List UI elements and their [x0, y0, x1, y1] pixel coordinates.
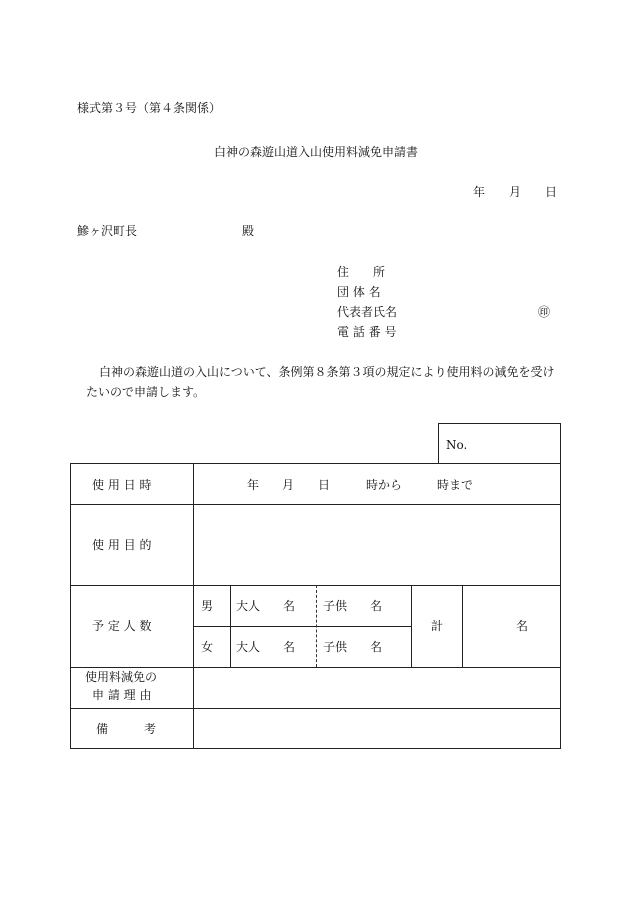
female-label: 女 [201, 640, 214, 654]
row-divider-gender [194, 626, 411, 627]
usage-day-label: 日 [318, 478, 331, 492]
total-value-divider [462, 585, 463, 667]
gender-column-divider [230, 585, 231, 667]
address-label: 住 所 [337, 265, 386, 279]
female-adult-label: 大人 [236, 640, 261, 654]
row-divider [71, 708, 560, 709]
addressee-name: 鰺ヶ沢町長 [77, 224, 138, 238]
label-column-divider [193, 464, 194, 748]
usage-datetime-label: 使 用 日 時 [92, 478, 152, 492]
usage-until-label: 時まで [437, 478, 474, 492]
male-child-label: 子供 [323, 599, 348, 613]
total-column-divider [411, 585, 412, 667]
reason-label-line1: 使用料減免の [85, 670, 158, 684]
document-title: 白神の森遊山道入山使用料減免申請書 [214, 145, 419, 159]
phone-label: 電 話 番 号 [337, 325, 397, 339]
date-day-label: 日 [545, 185, 558, 199]
row-divider [71, 667, 560, 668]
group-name-label: 団 体 名 [337, 285, 381, 299]
male-child-unit: 名 [370, 599, 383, 613]
female-child-unit: 名 [370, 640, 383, 654]
total-label: 計 [431, 619, 444, 633]
reason-label-line2: 申 請 理 由 [92, 688, 152, 702]
date-month-label: 月 [509, 185, 522, 199]
male-adult-label: 大人 [236, 599, 261, 613]
addressee-honorific: 殿 [242, 224, 255, 238]
date-year-label: 年 [473, 185, 486, 199]
usage-month-label: 月 [282, 478, 295, 492]
adult-child-divider [316, 585, 317, 667]
usage-purpose-label: 使 用 目 的 [92, 538, 152, 552]
representative-label: 代表者氏名 [337, 305, 398, 319]
total-unit: 名 [516, 619, 529, 633]
remarks-label: 備 考 [96, 722, 157, 736]
body-text-line1: 白神の森遊山道の入山について、条例第８条第３項の規定により使用料の減免を受け [99, 365, 555, 379]
female-adult-unit: 名 [283, 640, 296, 654]
female-child-label: 子供 [323, 640, 348, 654]
application-table [70, 463, 561, 749]
seal-mark: ㊞ [538, 305, 551, 319]
male-label: 男 [201, 599, 214, 613]
male-adult-unit: 名 [283, 599, 296, 613]
form-number: 様式第３号（第４条関係） [77, 101, 222, 115]
usage-year-label: 年 [247, 478, 260, 492]
body-text-line2: たいので申請します。 [86, 385, 206, 399]
usage-from-label: 時から [366, 478, 403, 492]
number-label: No. [446, 438, 468, 452]
planned-people-label: 予 定 人 数 [92, 619, 152, 633]
row-divider [71, 504, 560, 505]
